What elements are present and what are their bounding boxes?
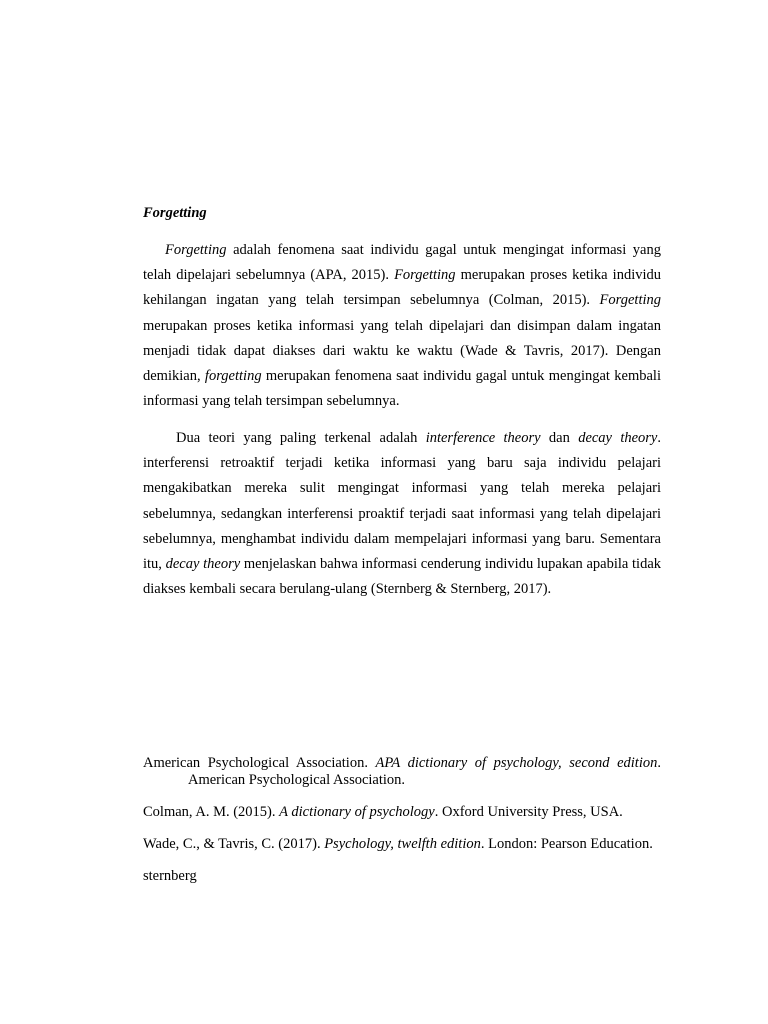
section-heading: Forgetting xyxy=(143,205,207,221)
term-forgetting: Forgetting xyxy=(165,242,227,258)
term-interference-theory: interference theory xyxy=(425,430,541,446)
reference-entry: Colman, A. M. (2015). A dictionary of psychology. Oxford University Press, USA. xyxy=(143,804,623,820)
paragraph-text: . interferensi retroaktif terjadi ketika informasi yang baru saja individu pelajari mengakibatkan mereka sulit mengingat informasi yang telah mereka pelajari sebelumnya, sedangkan interferensi proaktif terjadi saat informasi yang telah dipelajari sebelumnya, menghambat individu dalam mempelajari informasi yang baru. Sementara itu, xyxy=(143,430,661,573)
paragraph-text: dan xyxy=(540,430,579,446)
paragraph-text: Dua teori yang paling terkenal adalah xyxy=(176,430,426,446)
reference-entry: sternberg xyxy=(143,868,197,884)
reference-entry: American Psychological Association. APA dictionary of psychology, second edition. American Psychological Association. xyxy=(143,755,661,788)
paragraph-theories xyxy=(143,426,661,602)
reference-entry: Wade, C., & Tavris, C. (2017). Psychology, twelfth edition. London: Pearson Education. xyxy=(143,836,653,852)
reference-title: Psychology, twelfth edition xyxy=(324,836,481,852)
paragraph-text: menjelaskan bahwa informasi cenderung individu lupakan apabila tidak diakses kembali secara berulang-ulang (Sternberg & Sternberg, 2017). xyxy=(143,556,661,598)
reference-title: A dictionary of psychology xyxy=(279,804,435,820)
reference-list xyxy=(143,755,661,900)
term-forgetting: Forgetting xyxy=(599,292,661,309)
term-decay-theory: decay theory xyxy=(578,430,658,446)
term-forgetting: Forgetting xyxy=(394,267,456,284)
paragraph-text: merupakan proses ketika individu kehilangan ingatan yang telah tersimpan sebelumnya (Colman, 2015). xyxy=(143,267,661,309)
paragraph-definition xyxy=(143,238,661,414)
document-page xyxy=(143,0,661,1024)
term-decay-theory: decay theory xyxy=(165,556,241,573)
paragraph-text: adalah fenomena saat individu gagal untuk mengingat informasi yang telah dipelajari sebelumnya (APA, 2015). xyxy=(143,242,661,284)
paragraph-text: merupakan fenomena saat individu gagal untuk mengingat kembali informasi yang telah tersimpan sebelumnya. xyxy=(143,368,661,410)
paragraph-text: merupakan proses ketika informasi yang telah dipelajari dan disimpan dalam ingatan menjadi tidak dapat diakses dari waktu ke waktu (Wade & Tavris, 2017). Dengan demikian, xyxy=(143,317,661,385)
reference-title: APA dictionary of psychology, second edition xyxy=(375,755,658,771)
term-forgetting: forgetting xyxy=(204,368,262,385)
